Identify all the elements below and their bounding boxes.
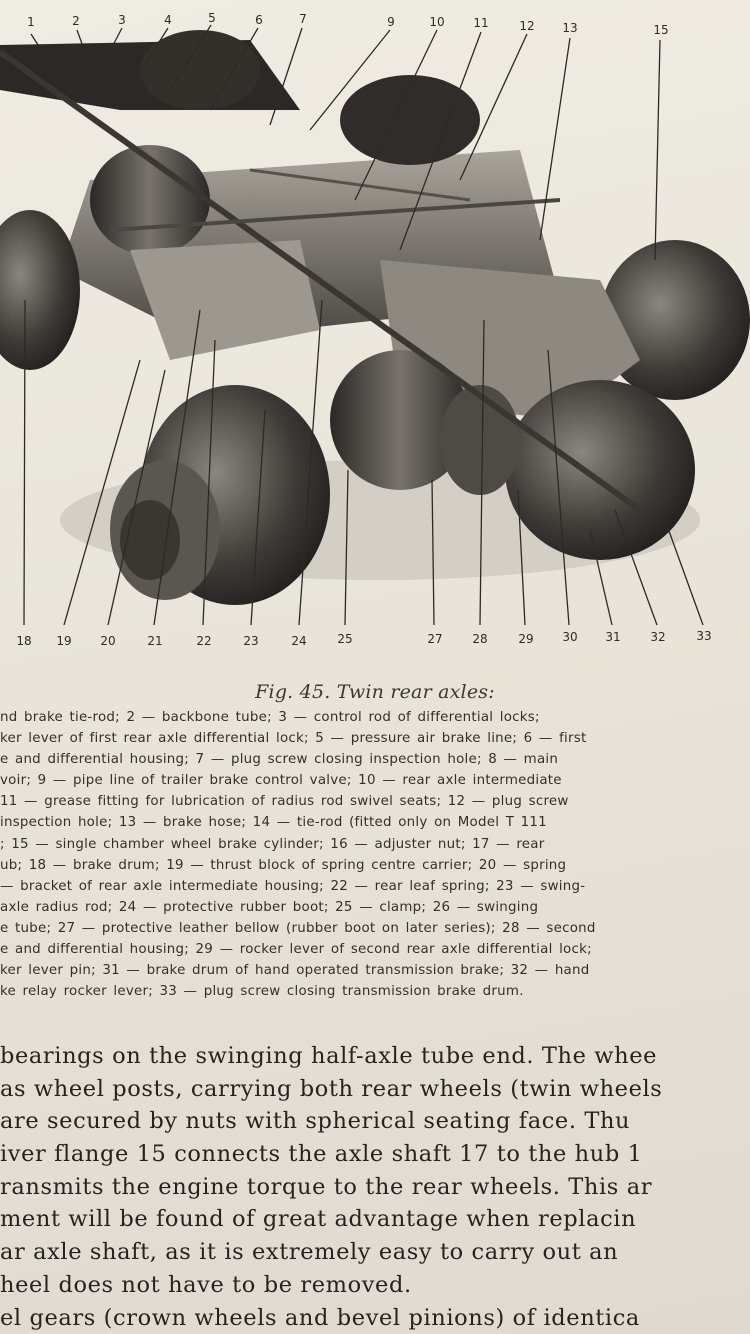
legend-line: axle radius rod; 24 — protective rubber boot; 25 — clamp; 26 — swinging bbox=[0, 899, 539, 915]
legend-line: voir; 9 — pipe line of trailer brake control valve; 10 — rear axle intermediate bbox=[0, 773, 562, 789]
callout-33: 33 bbox=[696, 629, 712, 643]
body-line: el gears (crown wheels and bevel pinions) of identica bbox=[0, 1304, 640, 1331]
axle-illustration bbox=[0, 0, 750, 660]
callout-23: 23 bbox=[243, 634, 259, 648]
body-line: ransmits the engine torque to the rear wheels. This ar bbox=[0, 1173, 653, 1200]
callout-19: 19 bbox=[56, 634, 72, 648]
legend-line: — bracket of rear axle intermediate housing; 22 — rear leaf spring; 23 — swing- bbox=[0, 878, 586, 894]
callout-29: 29 bbox=[518, 632, 534, 646]
callout-21: 21 bbox=[147, 634, 163, 648]
legend-line: ker lever of first rear axle differential lock; 5 — pressure air brake line; 6 — first bbox=[0, 731, 587, 747]
body-line: are secured by nuts with spherical seating face. Thu bbox=[0, 1108, 631, 1135]
body-paragraph bbox=[0, 1040, 750, 1334]
callout-22: 22 bbox=[196, 634, 212, 648]
legend-line: e and differential housing; 7 — plug screw closing inspection hole; 8 — main bbox=[0, 752, 559, 768]
callout-12: 12 bbox=[519, 19, 535, 33]
body-line: ment will be found of great advantage when replacin bbox=[0, 1206, 637, 1233]
callout-27: 27 bbox=[427, 632, 443, 646]
body-line: as wheel posts, carrying both rear wheels (twin wheels bbox=[0, 1075, 663, 1102]
callout-24: 24 bbox=[291, 634, 307, 648]
callout-2: 2 bbox=[72, 14, 80, 28]
callout-1: 1 bbox=[27, 15, 35, 29]
body-line: bearings on the swinging half-axle tube end. The whee bbox=[0, 1043, 658, 1069]
callout-28: 28 bbox=[472, 632, 488, 646]
legend-line: ke relay rocker lever; 33 — plug screw closing transmission brake drum. bbox=[0, 984, 524, 1000]
legend-line: nd brake tie-rod; 2 — backbone tube; 3 — control rod of differential locks; bbox=[0, 710, 540, 725]
callout-9: 9 bbox=[387, 15, 395, 29]
legend-line: 11 — grease fitting for lubrication of radius rod swivel seats; 12 — plug screw bbox=[0, 794, 569, 810]
callout-5: 5 bbox=[208, 11, 216, 25]
callout-3: 3 bbox=[118, 13, 126, 27]
legend-line: e tube; 27 — protective leather bellow (rubber boot on later series); 28 — second bbox=[0, 920, 596, 936]
body-line: heel does not have to be removed. bbox=[0, 1271, 412, 1298]
callout-10: 10 bbox=[429, 15, 445, 29]
callout-6: 6 bbox=[255, 13, 263, 27]
body-line: iver flange 15 connects the axle shaft 17 to the hub 1 bbox=[0, 1141, 643, 1168]
legend-line: ; 15 — single chamber wheel brake cylinder; 16 — adjuster nut; 17 — rear bbox=[0, 836, 545, 852]
legend-line: ker lever pin; 31 — brake drum of hand operated transmission brake; 32 — hand bbox=[0, 963, 590, 979]
legend-line: inspection hole; 13 — brake hose; 14 — tie-rod (fitted only on Model T 111 bbox=[0, 815, 547, 831]
callout-18: 18 bbox=[16, 634, 32, 648]
legend-line: e and differential housing; 29 — rocker lever of second rear axle differential lock; bbox=[0, 942, 592, 958]
figure-legend bbox=[0, 707, 750, 1002]
body-line: ar axle shaft, as it is extremely easy to carry out an bbox=[0, 1239, 619, 1266]
callout-30: 30 bbox=[562, 630, 578, 644]
callout-7: 7 bbox=[299, 12, 307, 26]
callout-31: 31 bbox=[605, 630, 621, 644]
callout-11: 11 bbox=[473, 16, 489, 30]
callout-20: 20 bbox=[100, 634, 116, 648]
axle-drawing bbox=[0, 0, 750, 660]
figure-caption: Fig. 45. Twin rear axles: bbox=[255, 681, 495, 703]
callout-4: 4 bbox=[164, 13, 172, 27]
callout-13: 13 bbox=[562, 21, 578, 35]
callout-25: 25 bbox=[337, 632, 353, 646]
callout-32: 32 bbox=[650, 630, 666, 644]
callout-15: 15 bbox=[653, 23, 669, 37]
legend-line: ub; 18 — brake drum; 19 — thrust block of spring centre carrier; 20 — spring bbox=[0, 857, 567, 873]
